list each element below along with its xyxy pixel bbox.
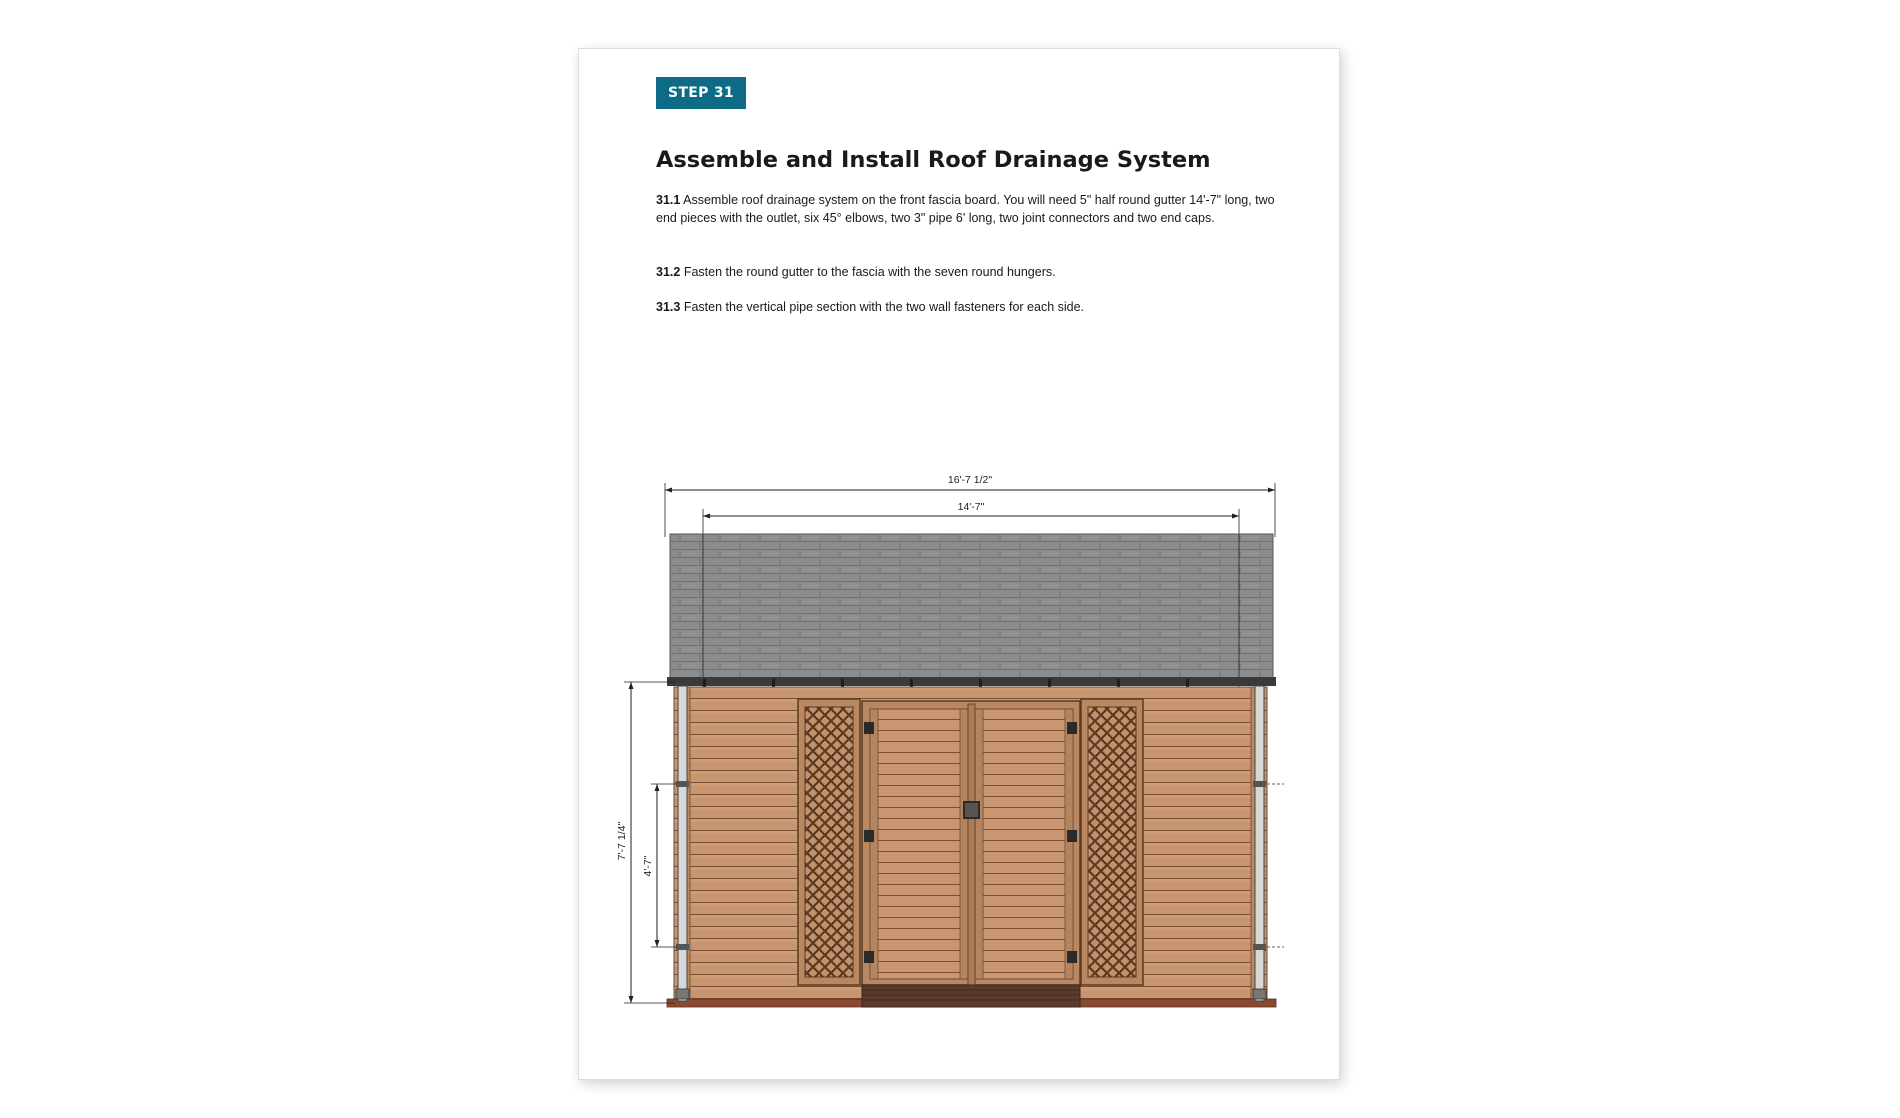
instruction-number: 31.2 [656,265,681,279]
instruction-number: 31.1 [656,193,681,207]
dim-label-gutter-length: 14'-7" [957,501,985,513]
half-round-gutter [667,677,1276,686]
double-doors [862,701,1080,985]
downspout-right [1253,686,1266,1001]
door-threshold [862,985,1080,1007]
step-badge: STEP 31 [656,77,746,109]
instruction-text: Fasten the vertical pipe section with the two wall fasteners for each side. [683,300,1085,314]
lattice-panel-left [798,699,860,985]
document-page [578,48,1340,1080]
dim-label-overall-width: 16'-7 1/2" [947,474,993,486]
lattice-panel-right [1081,699,1143,985]
dimension-total-height [616,682,675,1003]
instruction-text: Fasten the round gutter to the fascia with the seven round hungers. [683,265,1056,279]
roof-shingles [670,534,1273,678]
instruction-number: 31.3 [656,300,681,314]
downspout-left [676,686,689,1001]
shed-front-elevation-drawing [579,49,1339,1079]
instruction-text: Assemble roof drainage system on the front fascia board. You will need 5" half round gutter 14'-7" long, two end pieces with the outlet, six 45° elbows, two 3" pipe 6' long, two joint connectors and two end caps. [656,193,1275,225]
dim-label-total-height: 7'-7 1/4" [616,821,628,861]
dimension-fastener-spacing [642,784,677,947]
dim-label-fastener-spacing: 4'-7" [642,855,654,877]
page-title: Assemble and Install Roof Drainage System [656,147,1211,173]
